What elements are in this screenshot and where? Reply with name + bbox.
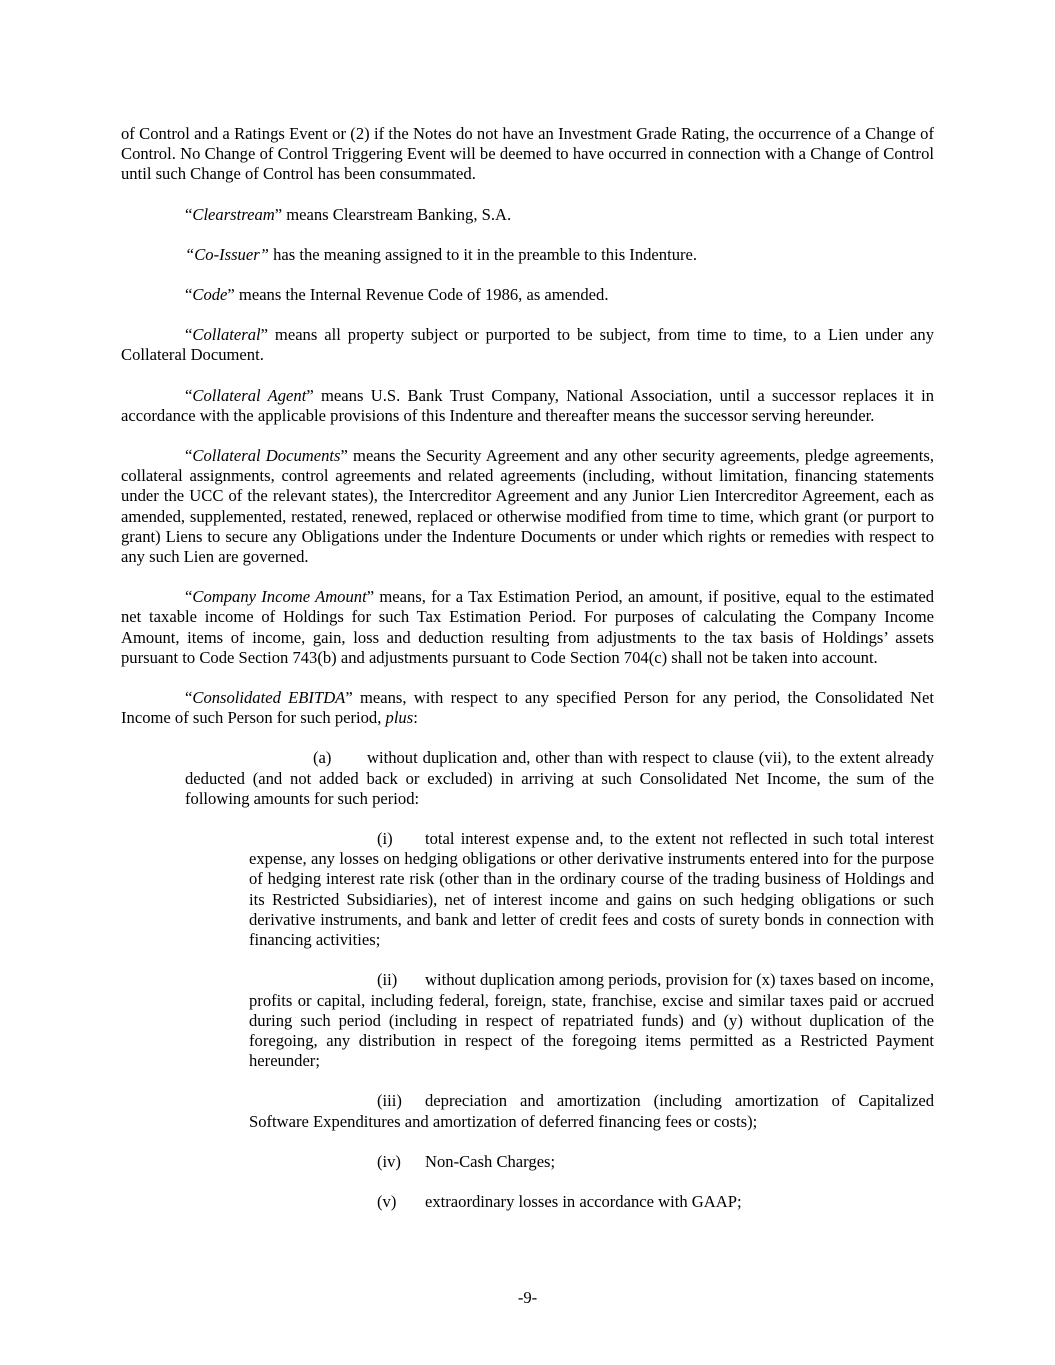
defined-term: Consolidated EBITDA: [192, 688, 346, 708]
quote-open: “: [185, 325, 193, 345]
quote-open: “: [185, 587, 193, 607]
clause-ii: [121, 970, 934, 1071]
definition-text: ” means all property subject or purported to be subject, from time to time, to a Lien under any Collateral Document.: [121, 325, 934, 365]
definition-text: ” means the Security Agreement and any other security agreements, pledge agreements, collateral assignments, control agreements and related agreements (including, without limitation, financing statements under the UCC of the relevant states), the Intercreditor Agreement and any Junior Lien Intercreditor Agreement, each as amended, supplemented, restated, renewed, replaced or otherwise modified from time to time, which grant (or purport to grant) Liens to secure any Obligations under the Indenture Documents or under which rights or remedies with respect to any such Lien are governed.: [121, 446, 934, 567]
clause-i-text: total interest expense and, to the extent not reflected in such total interest expense, any losses on hedging obligations or other derivative instruments entered into for the purpose of hedging interest rate risk (other than in the ordinary course of the trading business of Holdings and its Restricted Subsidiaries), net of interest income and gains on such hedging obligations or such derivative instruments, and bank and letter of credit fees and costs of surety bonds in connection with financing activities;: [249, 829, 934, 950]
quote-open: “: [185, 446, 193, 466]
definition-text: ” means the Internal Revenue Code of 1986, as amended.: [227, 285, 609, 305]
defined-term: Code: [192, 285, 228, 305]
definition-consolidated-ebitda: [121, 688, 934, 728]
quote-open: “: [185, 204, 193, 224]
clause-iii-text: depreciation and amortization (including amortization of Capitalized Software Expenditures and amortization of deferred financing fees or costs);: [249, 1091, 934, 1131]
defined-term: Collateral Documents: [192, 446, 341, 466]
clause-a-marker: (a): [313, 748, 332, 768]
clause-iv: [121, 1152, 934, 1172]
definition-text: ” means, with respect to any specified Person for any period, the Consolidated Net Income of such Person for such period,: [121, 688, 934, 728]
paragraph-text: of Control and a Ratings Event or (2) if the Notes do not have an Investment Grade Rating, the occurrence of a Change of Control. No Change of Control Triggering Event will be deemed to have occurred in connection with a Change of Control until such Change of Control has been consummated.: [121, 124, 934, 184]
clause-ii-text: without duplication among periods, provision for (x) taxes based on income, profits or capital, including federal, foreign, state, franchise, excise and similar taxes paid or accrued during such period (including in respect of repatriated funds) and (y) without duplication of the foregoing, any distribution in respect of the foregoing items permitted as a Restricted Payment hereunder;: [249, 970, 934, 1071]
clause-i: [121, 829, 934, 950]
paragraph-continuation: [121, 124, 934, 185]
quote-open: “: [185, 285, 193, 305]
defined-term: Company Income Amount: [192, 587, 367, 607]
clause-iv-body: [249, 1152, 934, 1172]
clause-v-text: extraordinary losses in accordance with GAAP;: [425, 1191, 742, 1211]
clause-iii: [121, 1091, 934, 1131]
definition-clearstream: [121, 205, 934, 225]
clause-ii-body: [249, 970, 934, 1071]
defined-term: Collateral: [192, 325, 261, 345]
definition-collateral: [121, 325, 934, 365]
quote-open: “: [185, 688, 193, 708]
clause-a: [121, 748, 934, 809]
clause-v-marker: (v): [377, 1191, 397, 1211]
clause-v: [121, 1192, 934, 1212]
definition-collateral-documents: [121, 446, 934, 567]
definition-text-end: :: [413, 708, 418, 728]
plus-emphasis: plus: [385, 708, 414, 728]
definition-company-income-amount: [121, 587, 934, 668]
clause-ii-marker: (ii): [377, 970, 398, 990]
clause-iii-marker: (iii): [377, 1091, 402, 1111]
definition-co-issuer: [121, 245, 934, 265]
defined-term: Collateral Agent: [192, 385, 307, 405]
page-number: -9-: [517, 1288, 538, 1307]
definition-text: has the meaning assigned to it in the preamble to this Indenture.: [268, 244, 698, 264]
quote-open: “: [185, 385, 193, 405]
definition-text: ” means Clearstream Banking, S.A.: [274, 204, 512, 224]
clause-iv-marker: (iv): [377, 1151, 401, 1171]
clause-v-body: [249, 1192, 934, 1212]
clause-iv-text: Non-Cash Charges;: [425, 1151, 556, 1171]
clause-iii-body: [249, 1091, 934, 1131]
clause-a-text: without duplication and, other than with respect to clause (vii), to the extent already deducted (and not added back or excluded) in arriving at such Consolidated Net Income, the sum of the following amounts for such period:: [185, 748, 934, 808]
definition-collateral-agent: [121, 386, 934, 426]
clause-i-body: [249, 829, 934, 950]
defined-term: “Co-Issuer”: [185, 244, 269, 264]
clause-i-marker: (i): [377, 829, 393, 849]
definition-code: [121, 285, 934, 305]
definition-text: ” means, for a Tax Estimation Period, an amount, if positive, equal to the estimated net taxable income of Holdings for such Tax Estimation Period. For purposes of calculating the Company Income Amount, items of income, gain, loss and deduction resulting from adjustments to the tax basis of Holdings’ assets pursuant to Code Section 743(b) and adjustments pursuant to Code Section 704(c) shall not be taken into account.: [121, 587, 934, 667]
defined-term: Clearstream: [192, 204, 275, 224]
clause-a-body: [185, 748, 934, 809]
definition-text: ” means U.S. Bank Trust Company, National Association, until a successor replaces it in accordance with the applicable provisions of this Indenture and thereafter means the successor serving hereunder.: [121, 385, 935, 425]
